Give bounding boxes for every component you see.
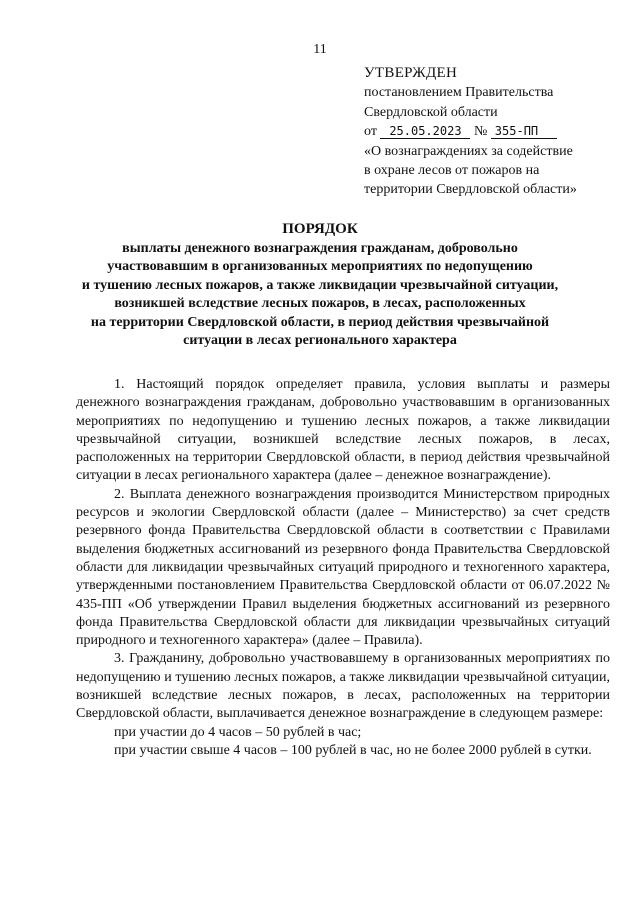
subtitle-line: ситуации в лесах регионального характера (183, 333, 457, 349)
approved-label: УТВЕРЖДЕН (364, 65, 458, 81)
rate-item-1: при участии до 4 часов – 50 рублей в час; (114, 724, 362, 740)
document-title: ПОРЯДОК (282, 221, 358, 237)
paragraph-2: 2. Выплата денежного вознаграждения производится Министерством природных ресурсов и экологии Свердловской области (далее – Министерство) за счет средств резервного фонда Правительства Свердловской области в соответствии с Правилами выделения бюджетных ассигнований из резервного фонда Правительства Свердловской области для ликвидации чрезвычайных ситуаций природного и техногенного характера, утвержденными постановлением Правительства Свердловской области от 06.07.2022 № 435-ПП «Об утверждении Правил выделения бюджетных ассигнований из резервного фонда Правительства Свердловской области для ликвидации чрезвычайных ситуаций природного и техногенного характера» (далее – Правила). (76, 486, 610, 649)
subtitle-line: выплаты денежного вознаграждения гражданам, добровольно (122, 241, 518, 256)
approval-subject-line-2: в охране лесов от пожаров на (364, 163, 540, 179)
approval-subject-line-1: «О вознаграждениях за содействие (364, 143, 573, 159)
paragraph-3: 3. Гражданину, добровольно участвовавшему в организованных мероприятиях по недопущению и тушению лесных пожаров, а также ликвидации чрезвычайной ситуации, возникшей вследствие лесных пожаров, в лесах, расположенных на территории Свердловской области, выплачивается денежное вознаграждение в следующем размере: (76, 651, 610, 722)
approval-date: 25.05.2023 (380, 124, 470, 139)
approval-number: 355-ПП (491, 124, 557, 139)
approval-line-2: Свердловской области (364, 104, 498, 120)
subtitle-line: на территории Свердловской области, в период действия чрезвычайной (90, 314, 550, 330)
approval-date-line (364, 122, 626, 141)
subtitle-line: участвовавшим в организованных мероприятиях по недопущению (107, 259, 533, 275)
number-prefix: № (473, 124, 488, 140)
rate-item-2: при участии свыше 4 часов – 100 рублей в час, но не более 2000 рублей в сутки. (114, 742, 592, 758)
document-body (76, 376, 610, 760)
approval-subject-line-3: территории Свердловской области» (364, 182, 577, 198)
page-number: 11 (313, 42, 327, 57)
subtitle-line: и тушению лесных пожаров, а также ликвидации чрезвычайной ситуации, (81, 277, 559, 293)
date-prefix: от (364, 124, 377, 140)
approval-line-1: постановлением Правительства (364, 85, 554, 101)
subtitle-line: возникшей вследствие лесных пожаров, в лесах, расположенных (114, 296, 526, 312)
document-subtitle (70, 240, 570, 350)
approval-block (364, 64, 626, 200)
paragraph-1: 1. Настоящий порядок определяет правила, условия выплаты и размеры денежного вознаграждения гражданам, добровольно участвовавшим в организованных мероприятиях по недопущению и тушению лесных пожаров, а также ликвидации чрезвычайной ситуации, возникшей вследствие лесных пожаров, в лесах, расположенных на территории Свердловской области, в период действия чрезвычайной ситуации в лесах регионального характера (далее – денежное вознаграждение). (76, 377, 610, 484)
